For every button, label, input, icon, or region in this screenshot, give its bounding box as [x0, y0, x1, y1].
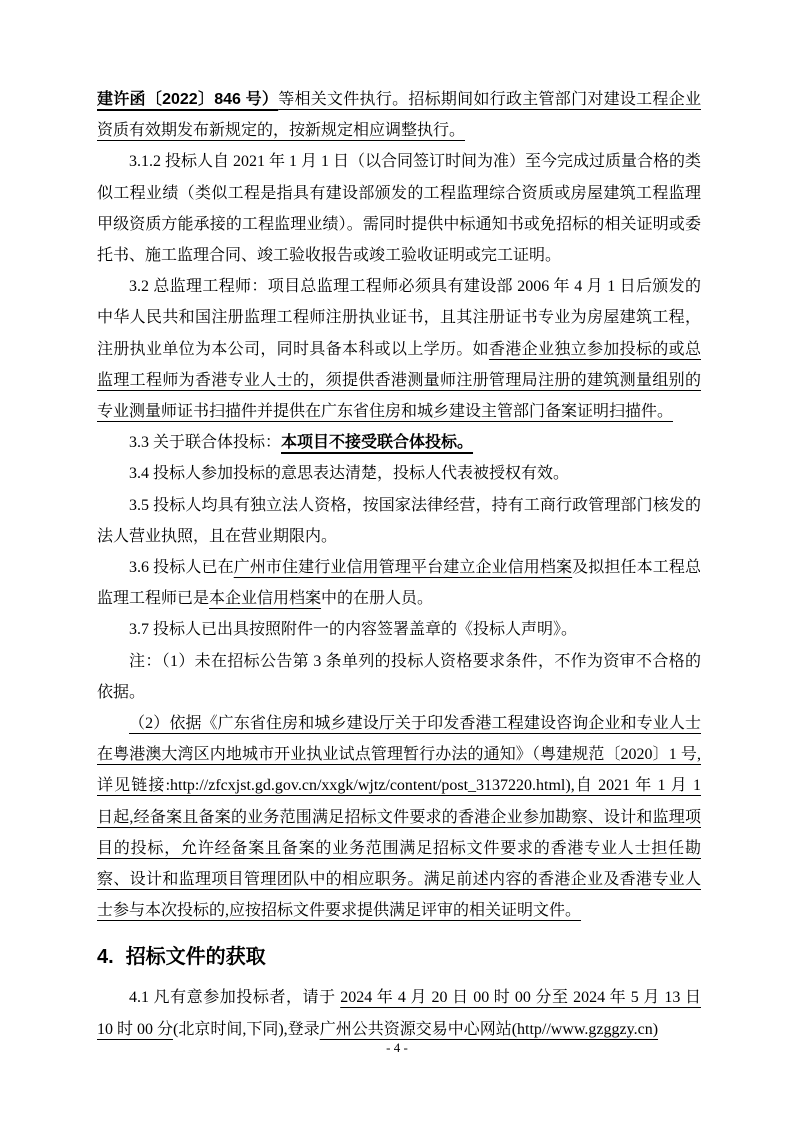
text-run-website: 广州公共资源交易中心网站(http//www.gzggzy.cn): [319, 1020, 659, 1038]
page-number: - 4 -: [386, 1040, 408, 1055]
text-run: 3.1.2 投标人自 2021 年 1 月 1 日（以合同签订时间为准）至今完成过质量合格的类似工程业绩（类似工程是指具有建设部颁发的工程监理综合资质或房屋建筑工程监理甲级资质方能承接的工程监理业绩）。需同时提供中标通知书或免招标的相关证明或委托书、施工监理合同、竣工验收报告或竣工验收证明或完工证明。: [97, 153, 702, 265]
text-run: 本企业信用档案: [209, 590, 322, 608]
text-run-with-link: （2）依据《广东省住房和城乡建设厅关于印发香港工程建设咨询企业和专业人士在粤港澳大湾区内地城市开业执业试点管理暂行办法的通知》（粤建规范〔2020〕1 号,详见链接:http://zfcxjst.gd.gov.cn/xxgk/wjtz/content/post_3137220.html),自 2021 年 1 月 1 日起,经备案且备案的业务范围满足招标文件要求的香港企业参加勘察、设计和监理项目的投标，允许经备案且备案的业务范围满足招标文件要求的香港专业人士担任勘察、设计和监理项目管理团队中的相应职务。满足前述内容的香港企业及香港专业人士参与本次投标的,应按招标文件要求提供满足评审的相关证明文件。: [97, 715, 701, 920]
body-paragraph: [97, 458, 701, 489]
section-heading: [97, 942, 701, 972]
body-paragraph: [97, 708, 701, 926]
text-run: 3.7 投标人已出具按照附件一的内容签署盖章的《投标人声明》。: [129, 621, 578, 639]
body-paragraph: [97, 982, 701, 1044]
text-run: 香港企业独立参加投标的或总监理工程师为香港专业人士的，须提供香港测量师注册管理局注册的建筑测量组别的专业测量师证书扫描件并提供在广东省住房和城乡建设主管部门备案证明扫描件。: [97, 340, 701, 421]
section-title: 招标文件的获取: [125, 946, 266, 969]
text-run-doc-number: 建许函〔2022〕846 号）: [97, 91, 279, 108]
text-run: 3.6 投标人已在: [129, 559, 234, 577]
body-paragraph: [97, 84, 701, 146]
text-run: 注：（1）未在招标公告第 3 条单列的投标人资格要求条件，不作为资审不合格的依据。: [97, 652, 701, 701]
text-run: 等相关文件执行。招标期间如行政主管部门对建设工程企业资质有效期发布新规定的，按新规定相应调整执行。: [97, 91, 701, 140]
text-run: 3.5 投标人均具有独立法人资格，按国家法律经营，持有工商行政管理部门核发的法人营业执照，且在营业期限内。: [97, 496, 701, 545]
text-run: 3.3 关于联合体投标：: [129, 434, 282, 452]
body-paragraph: [97, 552, 701, 614]
text-run-emphasis: 本项目不接受联合体投标。: [281, 434, 474, 452]
text-run: 3.2 总监理工程师：项目总监理工程师必须具有建设部 2006 年 4 月 1 日后颁发的中华人民共和国注册监理工程师注册执业证书，且其注册证书专业为房屋建筑工程，注册执业单位为本公司，同时具备本科或以上学历。如: [97, 278, 701, 358]
body-paragraph: [97, 490, 701, 552]
text-run: (北京时间,下同),登录: [173, 1020, 320, 1038]
section-number: 4.: [97, 946, 114, 969]
text-run: 4.1 凡有意参加投标者，请于: [129, 989, 341, 1007]
text-run-date-range: 2024 年 4 月 20 日 00 时 00 分至 2024 年 5 月 13 日 10 时 00 分: [97, 989, 701, 1038]
body-paragraph: [97, 646, 701, 708]
body-paragraph: [97, 427, 701, 458]
body-paragraph: [97, 146, 701, 271]
text-run: 广州市住建行业信用管理平台建立企业信用档案: [233, 559, 573, 577]
body-paragraph: [97, 271, 701, 427]
text-run: 3.4 投标人参加投标的意思表达清楚，投标人代表被授权有效。: [129, 465, 570, 483]
text-run: 中的在册人员。: [321, 590, 434, 608]
body-paragraph: [97, 614, 701, 645]
text-run: 及拟担任本工程总监理工程师已是: [97, 559, 701, 608]
